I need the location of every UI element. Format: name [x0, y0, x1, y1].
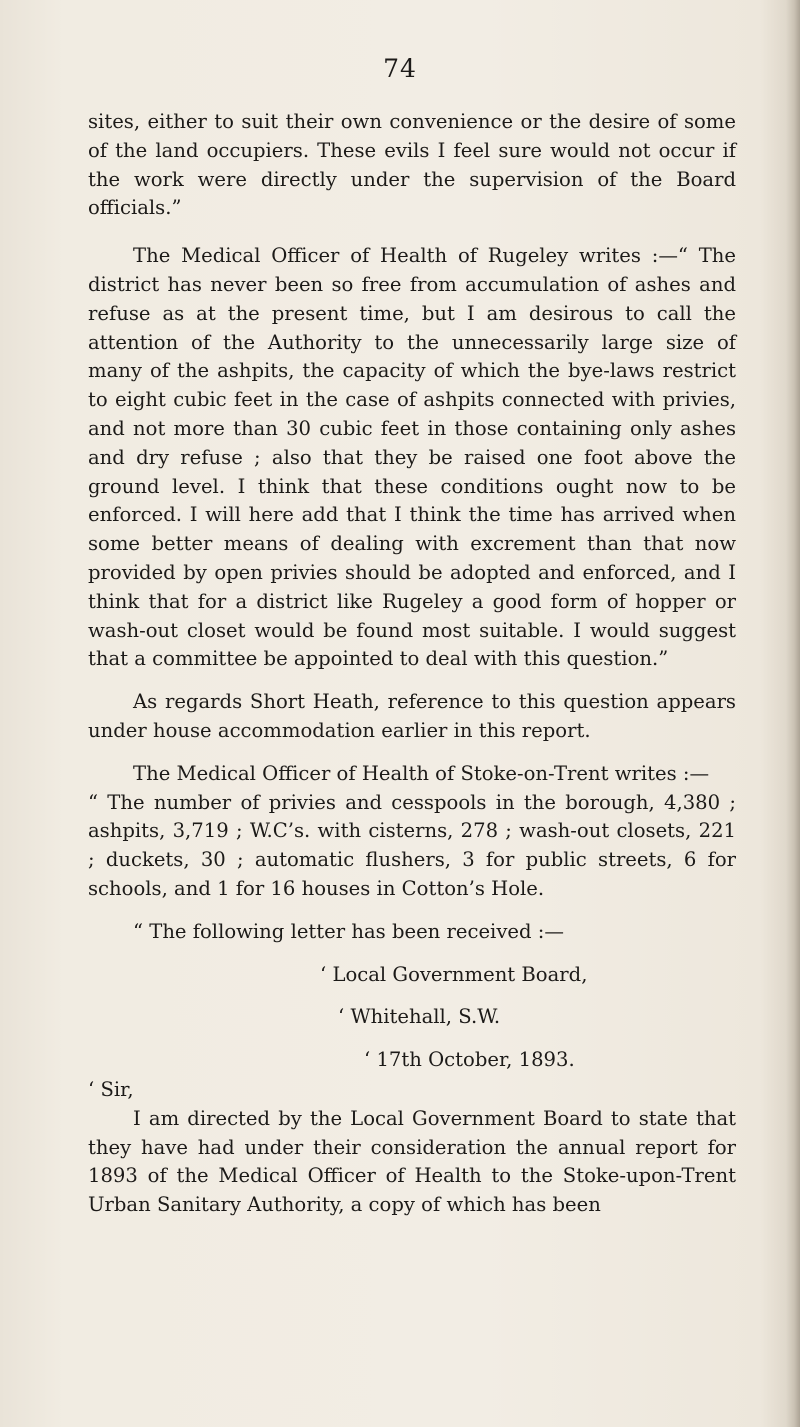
paragraph-continuation: sites, either to suit their own convenience or the desire of some of the land occupiers. These evils I feel sure would not occur if the work were directly under the supervision of the Board officials.”: [88, 110, 736, 220]
paragraph-stoke-intro: The Medical Officer of Health of Stoke-on-Trent writes :—: [133, 761, 710, 785]
letter-date-line: ‘ 17th October, 1893.: [364, 1048, 575, 1072]
body-text: [88, 108, 736, 1220]
paragraph-rugeley: The Medical Officer of Health of Rugeley writes :—“ The district has never been so free from accumulation of ashes and refuse as at the present time, but I am desirous to call the attention of the Authority to the unnecessarily large size of many of the ashpits, the capacity of which the bye-laws restrict to eight cubic feet in the case of ashpits connected with privies, and not more than 30 cubic feet in those containing only ashes and dry refuse ; also that they be raised one foot above the ground level. I think that these conditions ought now to be enforced. I will here add that I think the time has arrived when some better means of dealing with excrement than that now provided by open privies should be adopted and enforced, and I think that for a district like Rugeley a good form of hopper or wash-out closet would be found most suitable. I would suggest that a committee be appointed to deal with this question.”: [88, 244, 736, 671]
letter-address-line-1: ‘ Local Government Board,: [320, 962, 588, 986]
page-edge-shadow: [786, 0, 800, 1427]
letter-body: I am directed by the Local Government Board to state that they have had under their consideration the annual report for 1893 of the Medical Officer of Health to the Stoke-upon-Trent Urban Sanitary Authority, a copy of which has been: [88, 1106, 736, 1217]
page-number: 74: [383, 54, 417, 83]
letter-salutation: ‘ Sir,: [88, 1077, 134, 1101]
paragraph-stoke-figures: “ The number of privies and cesspools in the borough, 4,380 ; ashpits, 3,719 ; W.C’s. with cisterns, 278 ; wash-out closets, 221 ; duckets, 30 ; automatic flushers, 3 for public streets, 6 for schools, and 1 for 16 houses in Cotton’s Hole.: [88, 790, 736, 900]
paragraph-letter-intro: “ The following letter has been received :—: [133, 919, 564, 943]
letter-address-line-2: ‘ Whitehall, S.W.: [338, 1005, 501, 1029]
paragraph-short-heath: As regards Short Heath, reference to this question appears under house accommodation earlier in this report.: [88, 690, 736, 742]
